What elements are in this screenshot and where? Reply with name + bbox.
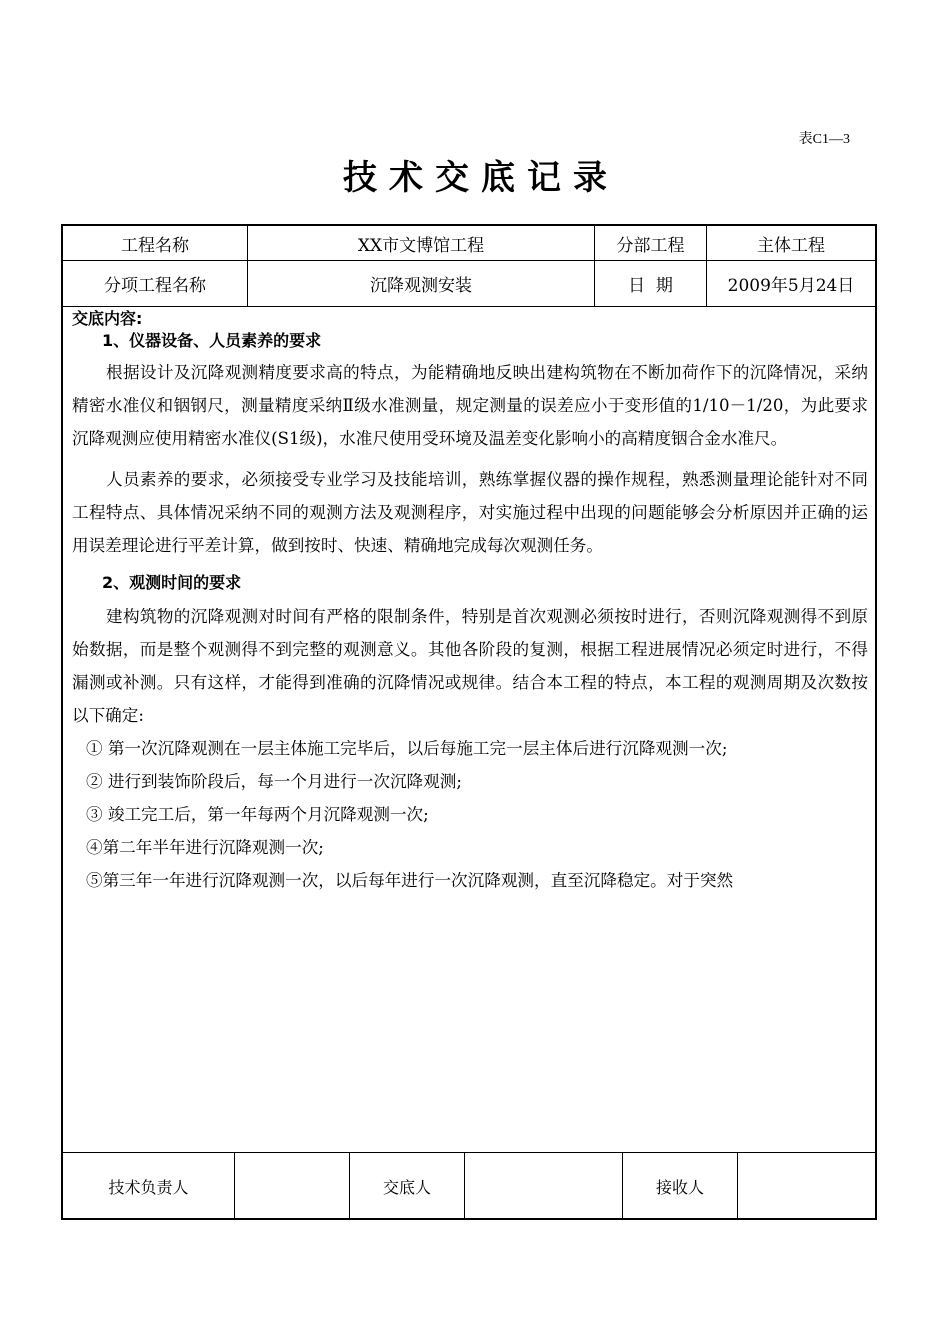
schedule-item-5: ⑤第三年一年进行沉降观测一次，以后每年进行一次沉降观测，直至沉降稳定。对于突然 <box>86 871 734 890</box>
section2-paragraph-1: 建构筑物的沉降观测对时间有严格的限制条件，特别是首次观测必须按时进行，否则沉降观测得不到原始数据，而是整个观测得不到完整的观测意义。其他各阶段的复测，根据工程进展情况必须定时进行，不得漏测或补测。只有这样，才能得到准确的沉降情况或规律。结合本工程的特点，本工程的观测周期及次数按以下确定: <box>72 607 868 725</box>
form-code: 表C1—3 <box>798 132 850 147</box>
schedule-item-4: ④第二年半年进行沉降观测一次; <box>86 838 324 857</box>
project-name-value: XX市文博馆工程 <box>357 235 485 256</box>
division-label: 分部工程 <box>616 235 685 256</box>
schedule-item-3: ③ 竣工完工后，第一年每两个月沉降观测一次; <box>86 805 429 824</box>
project-name-label: 工程名称 <box>121 235 189 256</box>
tech-lead-signature-field[interactable] <box>235 1154 349 1218</box>
disclosure-content <box>72 308 868 897</box>
content-label: 交底内容: <box>72 309 143 328</box>
division-value: 主体工程 <box>757 235 825 256</box>
subitem-value: 沉降观测安装 <box>370 276 472 296</box>
signature-row-divider <box>61 1152 877 1153</box>
section2-heading: 2、观测时间的要求 <box>102 573 242 592</box>
discloser-signature-field[interactable] <box>465 1154 622 1218</box>
section1-paragraph-2: 人员素养的要求，必须接受专业学习及技能培训，熟练掌握仪器的操作规程，熟悉测量理论能针对不同工程特点、具体情况采纳不同的观测方法及观测程序，对实施过程中出现的问题能够会分析原因并正确的运用误差理论进行平差计算，做到按时、快速、精确地完成每次观测任务。 <box>72 470 868 555</box>
section1-paragraph-1: 根据设计及沉降观测精度要求高的特点，为能精确地反映出建构筑物在不断加荷作下的沉降情况，采纳精密水准仪和铟钢尺，测量精度采纳Ⅱ级水准测量，规定测量的误差应小于变形值的1/10－1/20，为此要求沉降观测应使用精密水准仪(S1级)，水准尺使用受环境及温差变化影响小的高精度铟合金水准尺。 <box>72 363 868 448</box>
discloser-label: 交底人 <box>382 1177 431 1197</box>
subitem-label: 分项工程名称 <box>104 276 206 296</box>
receiver-label: 接收人 <box>655 1177 704 1197</box>
receiver-signature-field[interactable] <box>738 1154 875 1218</box>
date-value: 2009年5月24日 <box>727 276 855 296</box>
page-title: 技术交底记录 <box>343 158 619 198</box>
header-bottom-divider <box>61 306 877 307</box>
date-label: 日 期 <box>628 276 673 296</box>
schedule-item-1: ① 第一次沉降观测在一层主体施工完毕后，以后每施工完一层主体后进行沉降观测一次; <box>86 739 728 758</box>
section1-heading: 1、仪器设备、人员素养的要求 <box>102 331 322 350</box>
tech-lead-label: 技术负责人 <box>108 1177 189 1197</box>
schedule-item-2: ② 进行到装饰阶段后，每一个月进行一次沉降观测; <box>86 772 462 791</box>
